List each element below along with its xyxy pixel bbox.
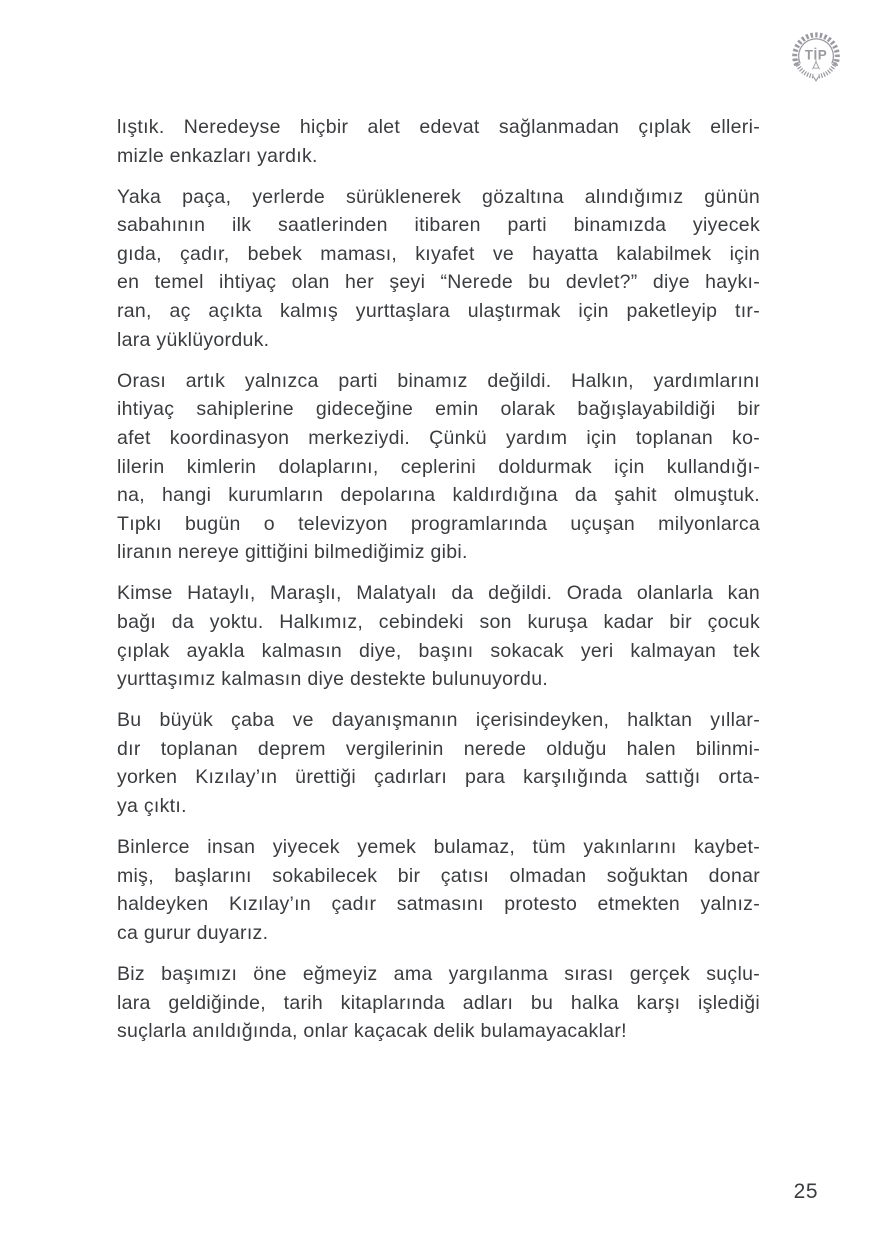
text-line: afet koordinasyon merkeziydi. Çünkü yardım için toplanan ko-: [117, 426, 760, 449]
text-line: lara yüklüyorduk.: [117, 328, 270, 351]
paragraph: [117, 960, 760, 1046]
text-block: [117, 113, 760, 1058]
text-line: Orası artık yalnızca parti binamız değildi. Halkın, yardımlarını: [117, 369, 760, 392]
paragraph: [117, 113, 760, 170]
text-line: çıplak ayakla kalmasın diye, başını sokacak yeri kalmayan tek: [117, 639, 760, 662]
paragraph: [117, 706, 760, 820]
text-line: yorken Kızılay’ın ürettiği çadırları para karşılığında sattığı orta-: [117, 766, 760, 789]
text-line: Bu büyük çaba ve dayanışmanın içerisindeyken, halktan yıllar-: [117, 709, 760, 732]
text-line: bağı da yoktu. Halkımız, cebindeki son kuruşa kadar bir çocuk: [117, 611, 760, 633]
text-line: Yaka paça, yerlerde sürüklenerek gözaltına alındığımız günün: [117, 185, 760, 208]
text-line: ihtiyaç sahiplerine gideceğine emin olarak bağışlayabildiği bir: [117, 398, 760, 421]
paragraph: [117, 367, 760, 567]
page-number: 25: [793, 1180, 818, 1203]
text-line: dır toplanan deprem vergilerinin nerede olduğu halen bilinmi-: [117, 737, 760, 760]
wreath-icon: [796, 60, 836, 81]
text-line: miş, başlarını sokabilecek bir çatısı olmadan soğuktan donar: [117, 864, 760, 887]
paragraph: [117, 833, 760, 947]
text-line: ca gurur duyarız.: [117, 921, 269, 944]
text-line: Kimse Hataylı, Maraşlı, Malatyalı da değildi. Orada olanlarla kan: [117, 582, 760, 605]
tip-party-logo: [788, 29, 844, 89]
text-line: sabahının ilk saatlerinden itibaren parti binamızda yiyecek: [117, 214, 760, 237]
text-line: Binlerce insan yiyecek yemek bulamaz, tüm yakınlarını kaybet-: [117, 836, 760, 859]
text-line: ya çıktı.: [117, 795, 187, 818]
text-line: liranın nereye gittiğini bilmediğimiz gibi.: [117, 541, 468, 564]
text-line: lilerin kimlerin dolaplarını, ceplerini doldurmak için kullandığı-: [117, 455, 760, 478]
text-line: en temel ihtiyaç olan her şeyi “Nerede bu devlet?” diye haykı-: [117, 271, 760, 294]
text-line: ran, aç açıkta kalmış yurttaşlara ulaştırmak için paketleyip tır-: [117, 300, 760, 323]
text-line: gıda, çadır, bebek maması, kıyafet ve hayatta kalabilmek için: [117, 242, 760, 265]
text-line: Biz başımızı öne eğmeyiz ama yargılanma sırası gerçek suçlu-: [117, 963, 760, 986]
text-line: haldeyken Kızılay’ın çadır satmasını protesto etmekten yalnız-: [117, 893, 760, 916]
text-line: Tıpkı bugün o televizyon programlarında uçuşan milyonlarca: [117, 512, 760, 535]
paragraph: [117, 579, 760, 693]
text-line: lıştık. Neredeyse hiçbir alet edevat sağlanmadan çıplak elleri-: [117, 116, 760, 138]
text-line: suçlarla anıldığında, onlar kaçacak delik bulamayacaklar!: [117, 1020, 627, 1043]
text-line: lara geldiğinde, tarih kitaplarında adları bu halka karşı işlediği: [117, 991, 760, 1014]
text-line: yurttaşımız kalmasın diye destekte bulunuyordu.: [117, 668, 549, 691]
text-line: na, hangi kurumların depolarına kaldırdığına da şahit olmuştuk.: [117, 484, 760, 507]
logo-text: TİP: [804, 47, 828, 63]
paragraph: [117, 183, 760, 355]
tip-emblem: [788, 29, 844, 89]
text-line: mizle enkazları yardık.: [117, 144, 318, 167]
